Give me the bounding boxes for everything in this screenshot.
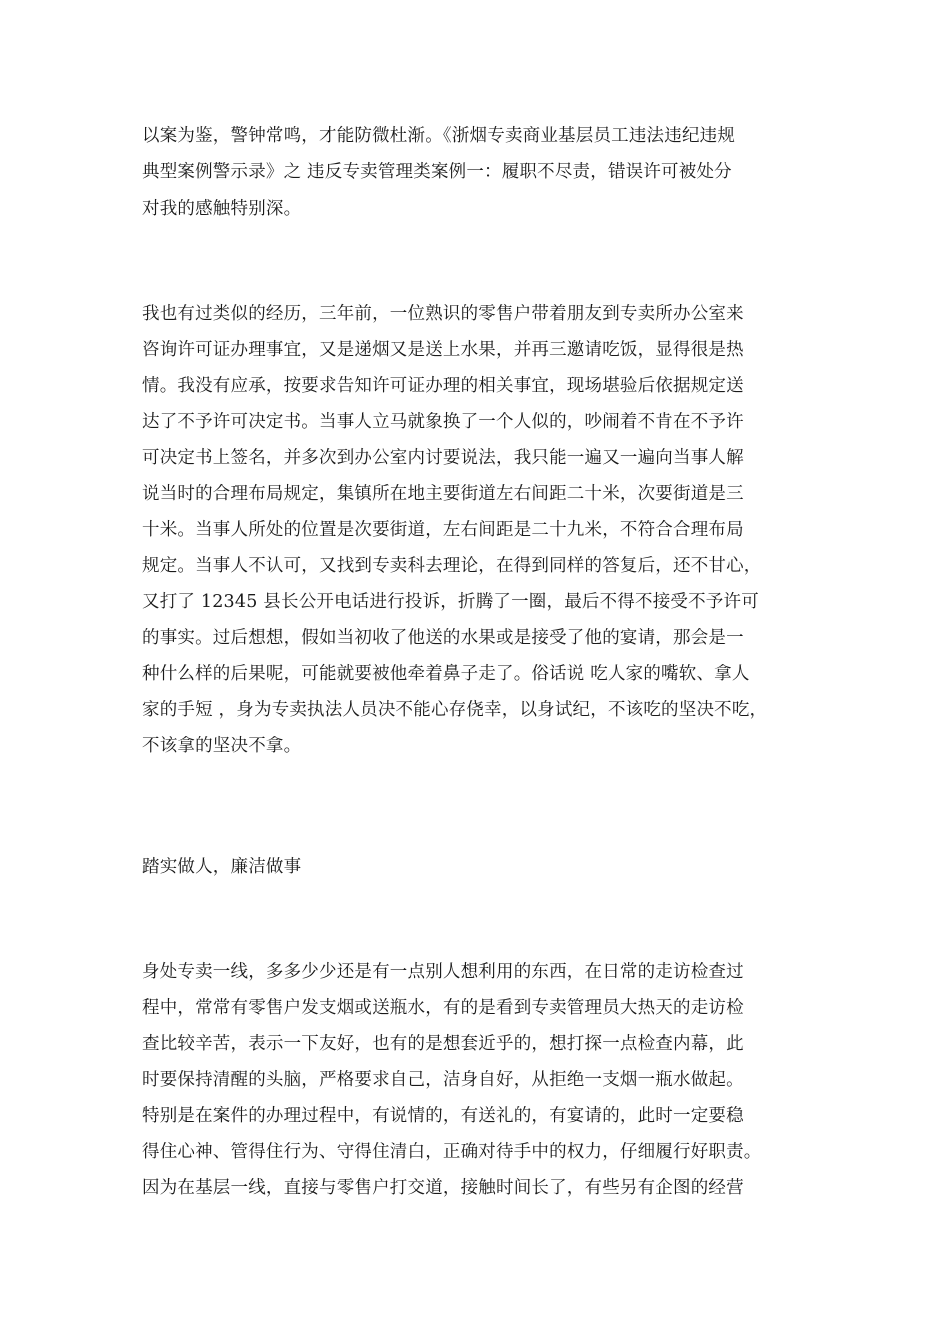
text-line: 又打了 12345 县长公开电话进行投诉，折腾了一圈，最后不得不接受不予许可 xyxy=(142,592,759,612)
text-line: 身处专卖一线，多多少少还是有一点别人想利用的东西，在日常的走访检查过 xyxy=(142,962,744,982)
text-line: 种什么样的后果呢，可能就要被他牵着鼻子走了。俗话说 吃人家的嘴软、拿人 xyxy=(142,664,750,684)
section-heading: 踏实做人，廉洁做事 xyxy=(142,857,302,877)
text-line: 十米。当事人所处的位置是次要街道，左右间距是二十九米，不符合合理布局 xyxy=(142,520,744,540)
text-line: 得住心神、管得住行为、守得住清白，正确对待手中的权力，仔细履行好职责。 xyxy=(142,1142,762,1162)
text-line: 家的手短 ，身为专卖执法人员决不能心存侥幸，以身试纪，不该吃的坚决不吃， xyxy=(142,700,768,720)
text-line: 我也有过类似的经历，三年前，一位熟识的零售户带着朋友到专卖所办公室来 xyxy=(142,304,744,324)
text-line: 特别是在案件的办理过程中，有说情的，有送礼的，有宴请的，此时一定要稳 xyxy=(142,1106,744,1126)
text-line: 时要保持清醒的头脑，严格要求自己，洁身自好，从拒绝一支烟一瓶水做起。 xyxy=(142,1070,744,1090)
text-line: 可决定书上签名，并多次到办公室内讨要说法，我只能一遍又一遍向当事人解 xyxy=(142,448,744,468)
text-line: 达了不予许可决定书。当事人立马就象换了一个人似的，吵闹着不肯在不予许 xyxy=(142,412,744,432)
text-line: 查比较辛苦，表示一下友好，也有的是想套近乎的，想打探一点检查内幕，此 xyxy=(142,1034,744,1054)
text-line: 典型案例警示录》之 违反专卖管理类案例一：履职不尽责，错误许可被处分 xyxy=(142,162,732,182)
text-line: 规定。当事人不认可，又找到专卖科去理论，在得到同样的答复后，还不甘心， xyxy=(142,556,762,576)
text-line: 因为在基层一线，直接与零售户打交道，接触时间长了，有些另有企图的经营 xyxy=(142,1178,744,1198)
text-line: 说当时的合理布局规定，集镇所在地主要街道左右间距二十米，次要街道是三 xyxy=(142,484,744,504)
text-line: 不该拿的坚决不拿。 xyxy=(142,736,302,756)
text-line: 的事实。过后想想，假如当初收了他送的水果或是接受了他的宴请，那会是一 xyxy=(142,628,744,648)
text-line: 以案为鉴，警钟常鸣，才能防微杜渐。《浙烟专卖商业基层员工违法违纪违规 xyxy=(142,126,736,146)
text-line: 咨询许可证办理事宜，又是递烟又是送上水果，并再三邀请吃饭，显得很是热 xyxy=(142,340,744,360)
text-line: 程中，常常有零售户发支烟或送瓶水，有的是看到专卖管理员大热天的走访检 xyxy=(142,998,744,1018)
text-line: 情。我没有应承，按要求告知许可证办理的相关事宜，现场堪验后依据规定送 xyxy=(142,376,744,396)
text-line: 对我的感触特别深。 xyxy=(142,199,302,219)
